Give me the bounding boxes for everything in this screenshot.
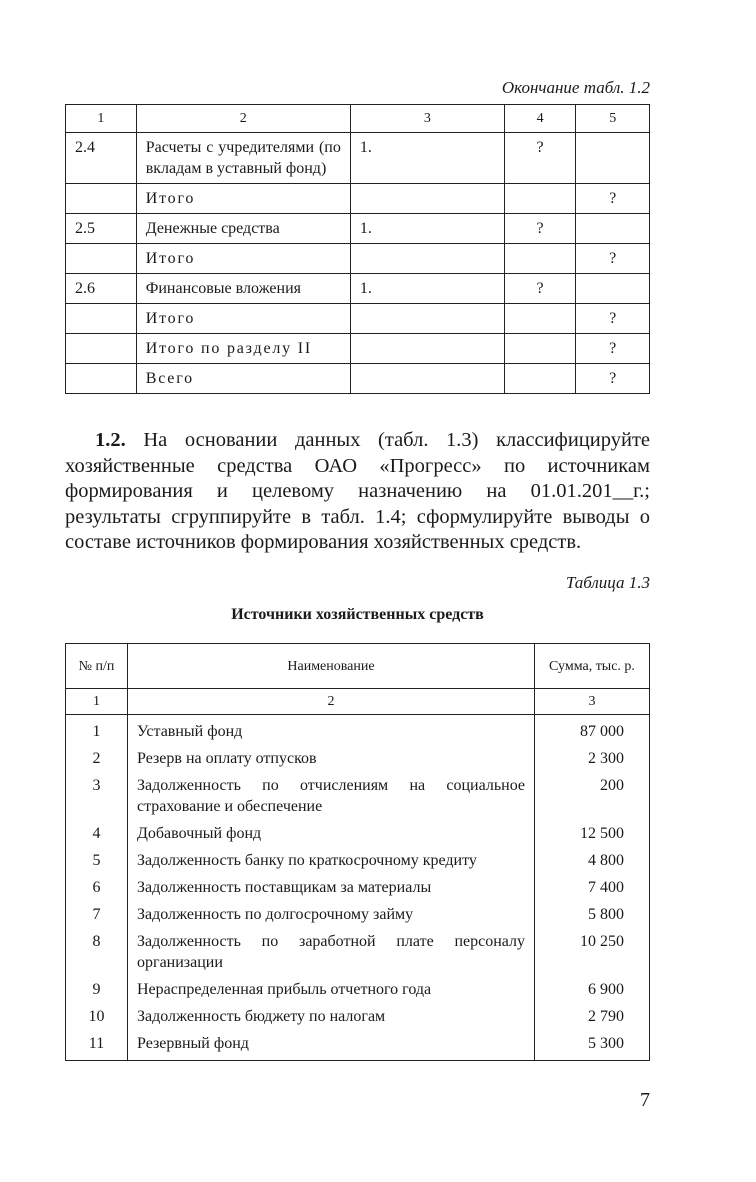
cell-code (66, 184, 137, 214)
table-row (66, 928, 650, 976)
table-1-2-end (65, 104, 650, 394)
cell-num: 6 (66, 874, 128, 901)
cell-sum: 7 400 (535, 874, 650, 901)
cell-col3: 1. (350, 214, 504, 244)
cell-code (66, 364, 137, 394)
cell-col3 (350, 364, 504, 394)
cell-code: 2.4 (66, 133, 137, 184)
table-title: Источники хозяйственных средств (231, 606, 484, 623)
cell-sum: 2 300 (535, 745, 650, 772)
table-header-row (66, 644, 650, 689)
cell-num: 3 (66, 772, 128, 820)
cell-num: 7 (66, 901, 128, 928)
cell-sum: 4 800 (535, 847, 650, 874)
table-row (66, 214, 650, 244)
table-row (66, 847, 650, 874)
cell-num: 11 (66, 1030, 128, 1061)
cell-col4: ? (504, 274, 576, 304)
cell-name: Итого (136, 184, 350, 214)
cell-num: 10 (66, 1003, 128, 1030)
cell-col5: ? (576, 184, 650, 214)
cell-name: Задолженность банку по краткосрочному кредиту (128, 847, 535, 874)
cell-num: 2 (66, 745, 128, 772)
cell-name: Задолженность бюджету по налогам (128, 1003, 535, 1030)
cell-col4 (504, 244, 576, 274)
table-row (66, 184, 650, 214)
cell-name: Расчеты с учредителями (по вкладам в уставный фонд) (136, 133, 350, 184)
cell-col3: 1. (350, 274, 504, 304)
cell-code (66, 334, 137, 364)
cell-col5: ? (576, 304, 650, 334)
cell-col4: ? (504, 133, 576, 184)
header-sum: Сумма, тыс. р. (535, 644, 650, 689)
table-row (66, 244, 650, 274)
table-row (66, 820, 650, 847)
cell-name: Итого (136, 244, 350, 274)
table-row (66, 364, 650, 394)
continuation-caption: Окончание табл. 1.2 (501, 78, 650, 97)
cell-col5: ? (576, 334, 650, 364)
table-row (66, 874, 650, 901)
cell-col4 (504, 184, 576, 214)
cell-sum: 5 800 (535, 901, 650, 928)
col-number-4: 4 (504, 105, 576, 133)
cell-code (66, 304, 137, 334)
cell-sum: 6 900 (535, 976, 650, 1003)
cell-sum: 5 300 (535, 1030, 650, 1061)
cell-name: Задолженность по долгосрочному займу (128, 901, 535, 928)
table-row (66, 304, 650, 334)
table-row (66, 901, 650, 928)
table-row (66, 274, 650, 304)
cell-name: Уставный фонд (128, 715, 535, 746)
col-number-2: 2 (128, 689, 535, 715)
sources-table (65, 643, 650, 1061)
col-number-1: 1 (66, 689, 128, 715)
task-number: 1.2. (95, 429, 126, 451)
col-number-3: 3 (535, 689, 650, 715)
col-number-3: 3 (350, 105, 504, 133)
cell-col5 (576, 274, 650, 304)
cell-num: 8 (66, 928, 128, 976)
cell-sum: 200 (535, 772, 650, 820)
table-row (66, 334, 650, 364)
cell-name: Резерв на оплату отпусков (128, 745, 535, 772)
cell-name: Итого по разделу II (136, 334, 350, 364)
cell-sum: 87 000 (535, 715, 650, 746)
col-number-1: 1 (66, 105, 137, 133)
table-row (66, 133, 650, 184)
cell-num: 5 (66, 847, 128, 874)
cell-col3 (350, 334, 504, 364)
cell-sum: 10 250 (535, 928, 650, 976)
cell-name: Нераспределенная прибыль отчетного года (128, 976, 535, 1003)
cell-col5: ? (576, 244, 650, 274)
cell-name: Задолженность поставщикам за материалы (128, 874, 535, 901)
table-row (66, 715, 650, 746)
header-num: № п/п (66, 644, 128, 689)
cell-name: Задолженность по отчислениям на социальное страхование и обеспечение (128, 772, 535, 820)
cell-name: Резервный фонд (128, 1030, 535, 1061)
cell-code (66, 244, 137, 274)
cell-sum: 12 500 (535, 820, 650, 847)
cell-col3 (350, 244, 504, 274)
cell-sum: 2 790 (535, 1003, 650, 1030)
cell-name: Денежные средства (136, 214, 350, 244)
cell-num: 9 (66, 976, 128, 1003)
cell-col4 (504, 334, 576, 364)
cell-name: Финансовые вложения (136, 274, 350, 304)
cell-col5 (576, 214, 650, 244)
cell-col5: ? (576, 364, 650, 394)
cell-name: Итого (136, 304, 350, 334)
task-text: На основании данных (табл. 1.3) классифицируйте хозяйственные средства ОАО «Прогресс» по источникам формирования и целевому назначению на 01.01.201__г.; результаты сгруппируйте в табл. 1.4; сформулируйте выводы о составе источников формирования хозяйственных средств. (65, 429, 651, 553)
table-row (66, 772, 650, 820)
cell-name: Задолженность по заработной плате персоналу организации (128, 928, 535, 976)
table-header-row (66, 105, 650, 133)
page-number: 7 (640, 1089, 650, 1111)
col-number-5: 5 (576, 105, 650, 133)
cell-col5 (576, 133, 650, 184)
column-number-row (66, 689, 650, 715)
cell-num: 1 (66, 715, 128, 746)
cell-code: 2.5 (66, 214, 137, 244)
cell-name: Добавочный фонд (128, 820, 535, 847)
cell-name: Всего (136, 364, 350, 394)
table-row (66, 1030, 650, 1061)
task-paragraph (65, 428, 650, 556)
cell-col3 (350, 184, 504, 214)
cell-col4 (504, 364, 576, 394)
cell-col4 (504, 304, 576, 334)
header-name: Наименование (128, 644, 535, 689)
table-row (66, 976, 650, 1003)
col-number-2: 2 (136, 105, 350, 133)
cell-col3 (350, 304, 504, 334)
cell-col3: 1. (350, 133, 504, 184)
cell-col4: ? (504, 214, 576, 244)
cell-num: 4 (66, 820, 128, 847)
table-caption: Таблица 1.3 (565, 573, 650, 592)
table-row (66, 745, 650, 772)
cell-code: 2.6 (66, 274, 137, 304)
table-row (66, 1003, 650, 1030)
